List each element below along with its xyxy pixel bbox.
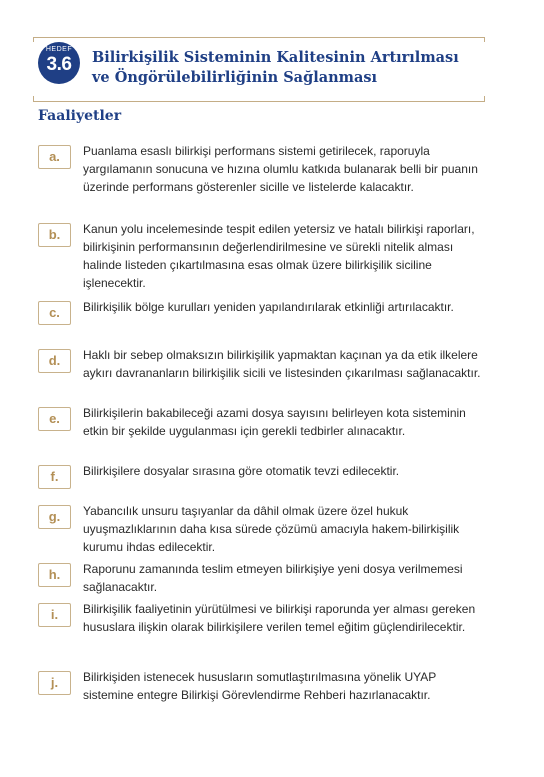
goal-badge-label: HEDEF (45, 46, 73, 53)
activity-text: Raporunu zamanında teslim etmeyen bilirkişiye yeni dosya verilmemesi sağlanacaktır. (83, 562, 463, 594)
section-heading: Faaliyetler (38, 108, 122, 124)
activity-text: Bilirkişilere dosyalar sırasına göre otomatik tevzi edilecektir. (83, 464, 400, 478)
activity-text: Kanun yolu incelemesinde tespit edilen yetersiz ve hatalı bilirkişi raporları, bilirkişinin performansının değerlendirilmesine ve sürekli nitelik alması halinde listeden çıkartılmasına esas olmak üzere bilirkişilik siciline işlenecektir. (83, 222, 475, 290)
activity-letter: j. (38, 671, 71, 695)
activity-text: Bilirkişiden istenecek hususların somutlaştırılmasına yönelik UYAP sistemine entegre Bilirkişi Görevlendirme Rehberi hazırlanacaktır. (83, 670, 437, 702)
goal-badge-number: 3.6 (46, 54, 72, 75)
header-bottom-rule-tick-left (33, 96, 34, 101)
goal-badge (38, 42, 80, 84)
activity-text: Puanlama esaslı bilirkişi performans sistemi getirilecek, raporuyla yargılamanın sonucuna ve hızına olumlu katkıda bulanarak belli bir puanın üzerinde performans gösterenler sicille ve listelerde kalacaktır. (83, 144, 478, 194)
activity-text: Haklı bir sebep olmaksızın bilirkişilik yapmaktan kaçınan ya da etik ilkelere aykırı davrananların bilirkişilik sicili ve listesinden çıkarılması sağlanacaktır. (83, 348, 481, 380)
header-bottom-rule (33, 101, 485, 102)
goal-title (92, 48, 482, 88)
goal-title-line-1: Bilirkişilik Sisteminin Kalitesinin Artırılması (92, 49, 459, 66)
activity-letter: i. (38, 603, 71, 627)
header-top-rule-tick-left (33, 37, 34, 42)
activity-letter: g. (38, 505, 71, 529)
activity-text: Bilirkişilerin bakabileceği azami dosya sayısını belirleyen kota sisteminin etkin bir şekilde uygulanması için gerekli tedbirler alınacaktır. (83, 406, 466, 438)
activity-letter: e. (38, 407, 71, 431)
activity-text: Yabancılık unsuru taşıyanlar da dâhil olmak üzere özel hukuk uyuşmazlıklarının daha kısa sürede çözümü amacıyla hakem-bilirkişilik kurumu ihdas edilecektir. (83, 504, 460, 554)
activity-letter: f. (38, 465, 71, 489)
activity-letter: a. (38, 145, 71, 169)
goal-title-line-2: ve Öngörülebilirliğinin Sağlanması (92, 69, 378, 86)
activity-letter: h. (38, 563, 71, 587)
activity-text: Bilirkişilik faaliyetinin yürütülmesi ve bilirkişi raporunda yer alması gereken hususlara ilişkin olarak bilirkişilere verilen temel eğitim güçlendirilecektir. (83, 602, 476, 634)
activity-text: Bilirkişilik bölge kurulları yeniden yapılandırılarak etkinliği artırılacaktır. (83, 300, 454, 314)
activity-letter: d. (38, 349, 71, 373)
activity-letter: b. (38, 223, 71, 247)
header-top-rule-tick-right (484, 37, 485, 42)
activity-letter: c. (38, 301, 71, 325)
header-top-rule (33, 37, 485, 38)
header-bottom-rule-tick-right (484, 96, 485, 101)
